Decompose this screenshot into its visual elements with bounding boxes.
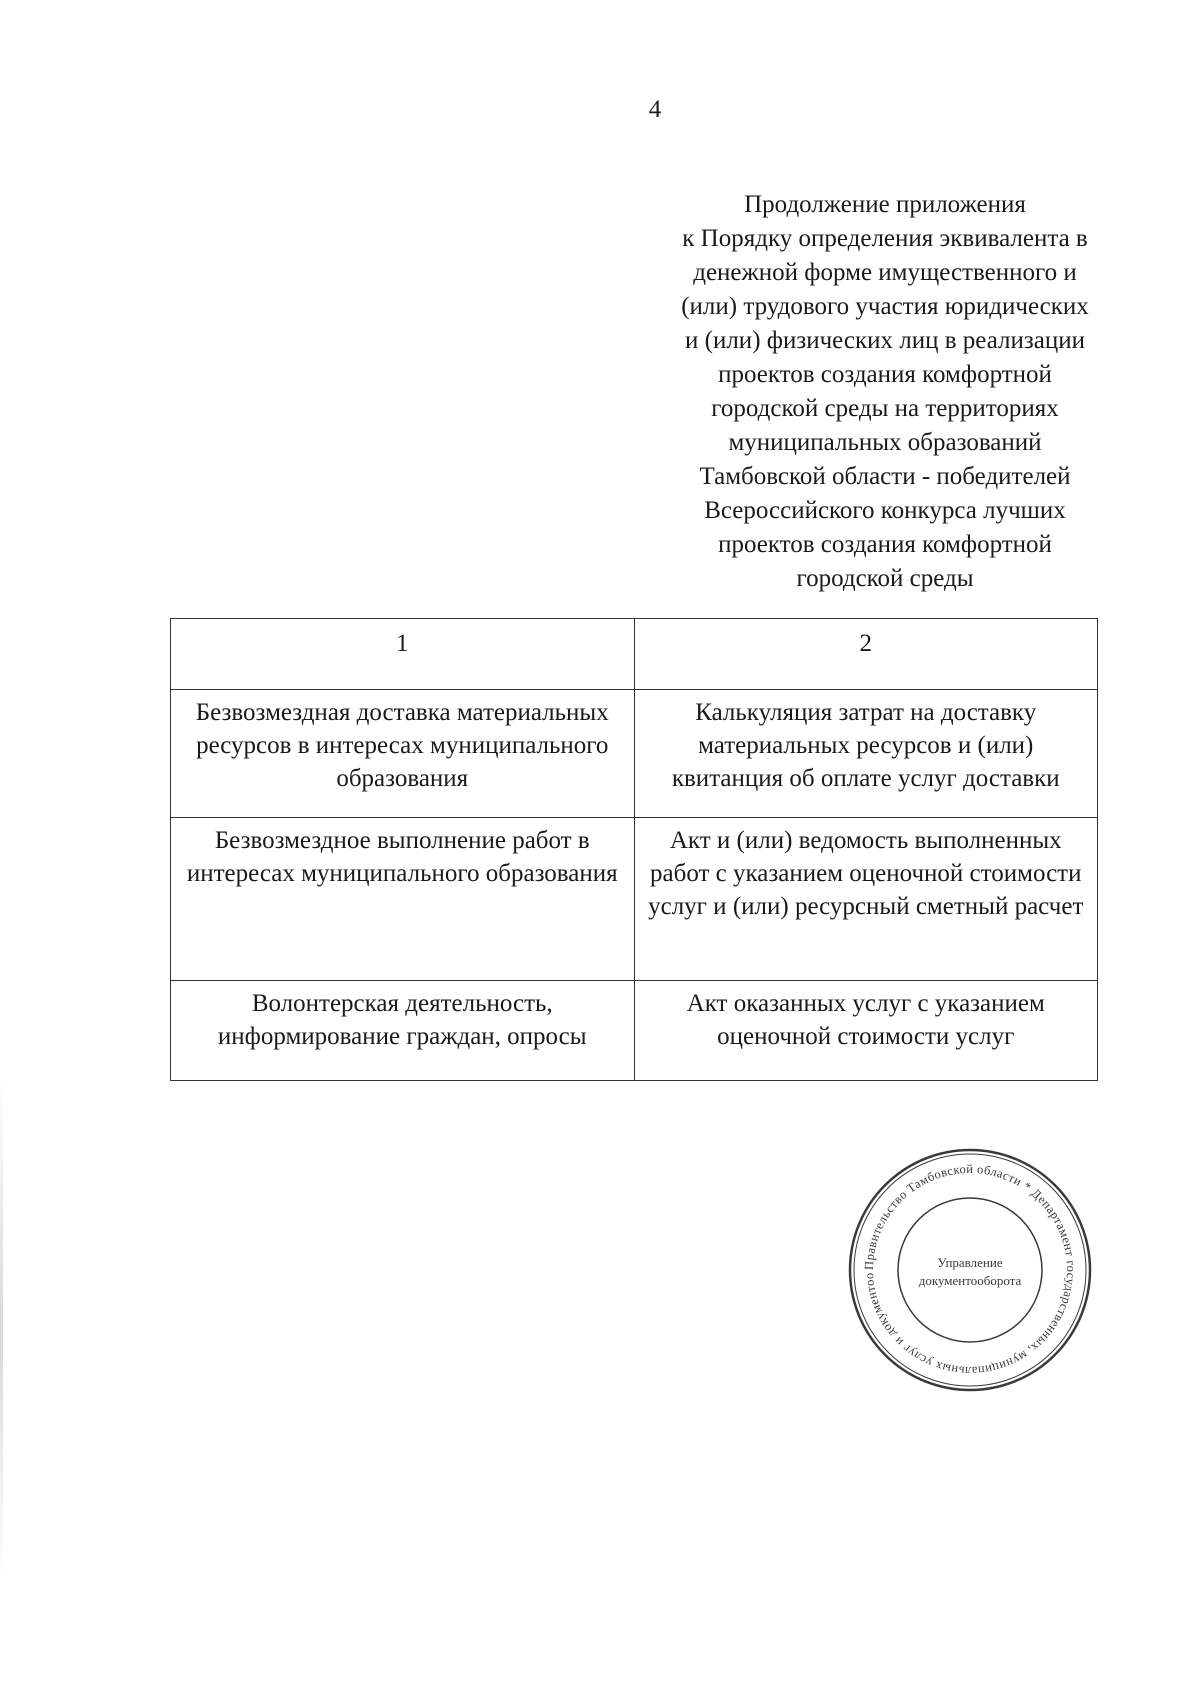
appendix-note-line: и (или) физических лиц в реализации	[685, 327, 1085, 354]
svg-text:Управление: Управление	[937, 1255, 1003, 1270]
table-row	[171, 818, 1098, 981]
svg-text:Правительство Тамбовской облас: Правительство Тамбовской области * Департамент государственных, муниципальных услуг и документоо	[861, 1161, 1079, 1379]
table-cell-participation-type: Безвозмездная доставка материальных ресурсов в интересах муниципального образования	[171, 690, 635, 818]
documents-table	[170, 618, 1098, 1081]
table-row	[171, 690, 1098, 818]
table-cell-participation-type: Безвозмездное выполнение работ в интересах муниципального образования	[171, 818, 635, 981]
appendix-note-line: Тамбовской области - победителей	[699, 463, 1071, 490]
appendix-note-line: (или) трудового участия юридических	[681, 293, 1089, 320]
table-cell-document: Акт оказанных услуг с указанием оценочной стоимости услуг	[634, 981, 1098, 1081]
official-stamp	[845, 1145, 1095, 1395]
appendix-note-line: денежной форме имущественного и	[693, 259, 1077, 286]
table-row	[171, 981, 1098, 1081]
table-header-cell: 2	[634, 619, 1098, 690]
appendix-note-line: Всероссийского конкурса лучших	[704, 497, 1066, 524]
appendix-note-line: Продолжение приложения	[744, 191, 1026, 218]
appendix-note	[645, 188, 1125, 596]
page-number: 4	[648, 96, 662, 123]
appendix-note-line: городской среды на территориях	[711, 395, 1059, 422]
appendix-note-line: проектов создания комфортной	[718, 531, 1052, 558]
table-header-cell: 1	[171, 619, 635, 690]
scan-edge-mark	[0, 1080, 3, 1580]
stamp-seal-icon	[845, 1145, 1095, 1395]
appendix-note-line: к Порядку определения эквивалента в	[682, 225, 1088, 252]
table-cell-document: Калькуляция затрат на доставку материальных ресурсов и (или) квитанция об оплате услуг доставки	[634, 690, 1098, 818]
appendix-note-line: городской среды	[796, 565, 974, 592]
svg-text:документооборота: документооборота	[918, 1273, 1022, 1288]
table-cell-participation-type: Волонтерская деятельность, информирование граждан, опросы	[171, 981, 635, 1081]
appendix-note-line: проектов создания комфортной	[718, 361, 1052, 388]
appendix-note-line: муниципальных образований	[728, 429, 1042, 456]
table-cell-document: Акт и (или) ведомость выполненных работ с указанием оценочной стоимости услуг и (или) ресурсный сметный расчет	[634, 818, 1098, 981]
table-header-row	[171, 619, 1098, 690]
